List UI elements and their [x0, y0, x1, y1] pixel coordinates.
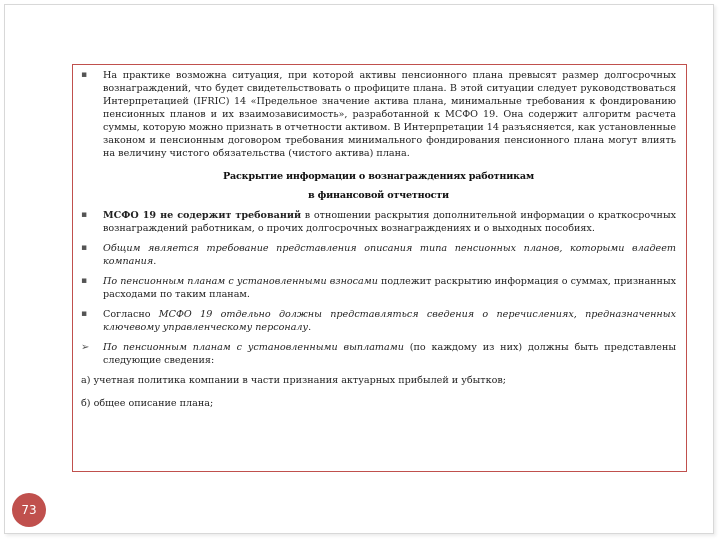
bullet-icon: ▪ — [81, 210, 88, 220]
item-text: подлежит раскрытию информация о суммах, признанных расходами по таким планам. — [103, 276, 676, 300]
sub-item-b: б) общее описание плана; — [81, 398, 214, 409]
item-text: Согласно — [103, 309, 159, 320]
bullet-icon: ▪ — [81, 276, 88, 286]
paragraph-text: На практике возможна ситуация, при которой активы пенсионного плана превысят размер долгосрочных вознаграждений, что будет свидетельствовать о профиците плана. В этой ситуации следует руководствоваться Интерпретацией (IFRIC) 14 «Предельное значение актива плана, минимальные требования к фондированию пенсионных планов и их взаимозависимость», разработанной к МСФО 19. Она содержит алгоритм расчета суммы, которую можно признать в отчетности активом. В Интерпретации 14 разъясняется, как установленные законом и пенсионным договором требования минимального фондирования пенсионного плана могут влиять на величину чистого обязательства (чистого актива) плана. — [103, 70, 676, 159]
item-emphasis: МСФО 19 отдельно должны представляться сведения о перечислениях, предназначенных ключевому управленческому персоналу. — [103, 309, 676, 333]
item-lead: МСФО 19 не содержит требований — [103, 210, 302, 221]
bullet-icon: ▪ — [81, 309, 88, 319]
page-number-badge: 73 — [12, 493, 46, 527]
list-item — [81, 242, 676, 268]
heading-line: в финансовой отчетности — [308, 190, 449, 201]
item-text: в отношении раскрытия дополнительной информации о краткосрочных вознаграждений работникам, о прочих долгосрочных вознаграждениях и о выходных пособиях. — [103, 210, 676, 234]
list-item — [81, 341, 676, 367]
list-item — [81, 308, 676, 334]
list-item — [81, 209, 676, 235]
list-item — [81, 69, 676, 160]
item-text: Общим является требование представления описания типа пенсионных планов, которыми владеет компания. — [103, 243, 676, 267]
section-heading — [81, 167, 676, 205]
content-box — [72, 64, 687, 472]
sub-item-a: а) учетная политика компании в части признания актуарных прибылей и убытков; — [81, 375, 507, 386]
list-item — [81, 275, 676, 301]
bullet-icon: ▪ — [81, 243, 88, 253]
item-text: (по каждому из них) должны быть представлены следующие сведения: — [103, 342, 676, 366]
item-lead: По пенсионным планам с установленными выплатами — [103, 342, 404, 353]
bullet-icon: ▪ — [81, 70, 88, 80]
arrow-bullet-icon: ➢ — [81, 342, 90, 353]
item-lead: По пенсионным планам с установленными взносами — [103, 276, 378, 287]
heading-line: Раскрытие информации о вознаграждениях работникам — [222, 171, 535, 182]
